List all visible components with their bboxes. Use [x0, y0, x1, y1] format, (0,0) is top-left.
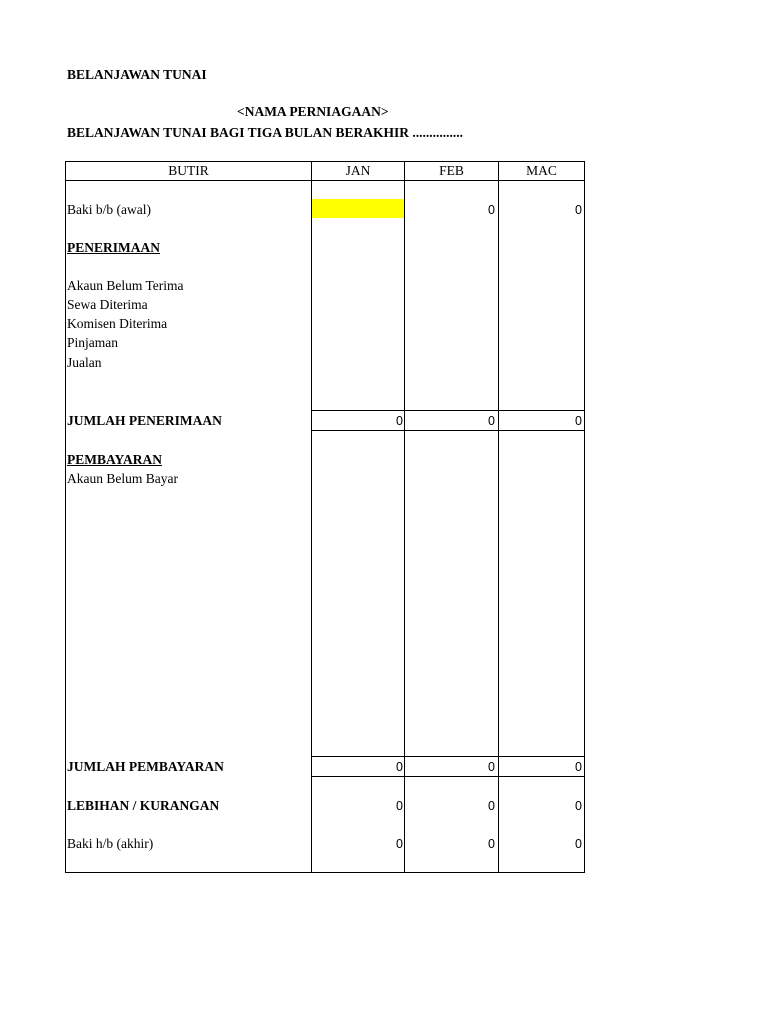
table-border-left: [65, 161, 66, 873]
payments-total-feb: 0: [488, 760, 495, 774]
table-header-divider: [65, 180, 585, 181]
payments-total-jan: 0: [396, 760, 403, 774]
receipts-total-jan: 0: [396, 414, 403, 428]
opening-balance-label: Baki b/b (awal): [67, 202, 151, 217]
column-header-mac: MAC: [526, 163, 557, 178]
receipt-item: Pinjaman: [67, 335, 118, 350]
payments-total-label: JUMLAH PEMBAYARAN: [67, 759, 224, 774]
column-header-feb: FEB: [439, 163, 464, 178]
receipt-item: Sewa Diterima: [67, 297, 148, 312]
payments-total-bottom-rule: [311, 776, 585, 777]
receipts-total-bottom-rule: [311, 430, 585, 431]
receipts-total-feb: 0: [488, 414, 495, 428]
receipts-total-mac: 0: [575, 414, 582, 428]
closing-balance-label: Baki h/b (akhir): [67, 836, 154, 851]
table-border-right: [584, 161, 585, 873]
document-heading: BELANJAWAN TUNAI: [67, 67, 207, 82]
opening-balance-mac: 0: [575, 203, 582, 217]
closing-balance-mac: 0: [575, 837, 582, 851]
payment-item: Akaun Belum Bayar: [67, 471, 178, 486]
surplus-deficit-feb: 0: [488, 799, 495, 813]
receipt-item: Akaun Belum Terima: [67, 278, 184, 293]
receipts-total-top-rule: [311, 410, 585, 411]
closing-balance-feb: 0: [488, 837, 495, 851]
closing-balance-jan: 0: [396, 837, 403, 851]
document-subtitle: BELANJAWAN TUNAI BAGI TIGA BULAN BERAKHIR ...............: [67, 125, 463, 140]
payments-total-top-rule: [311, 756, 585, 757]
opening-balance-feb: 0: [488, 203, 495, 217]
receipts-section-heading: PENERIMAAN: [67, 240, 160, 255]
payments-section-heading: PEMBAYARAN: [67, 452, 163, 467]
surplus-deficit-label: LEBIHAN / KURANGAN: [67, 798, 220, 813]
column-header-jan: JAN: [345, 163, 371, 178]
business-name: <NAMA PERNIAGAAN>: [237, 104, 389, 119]
receipt-item: Komisen Diterima: [67, 316, 168, 331]
opening-balance-jan-input-cell[interactable]: [312, 199, 404, 218]
surplus-deficit-jan: 0: [396, 799, 403, 813]
table-border-bottom: [65, 872, 585, 873]
column-header-item: BUTIR: [168, 163, 209, 178]
table-border-top: [65, 161, 585, 162]
receipt-item: Jualan: [67, 355, 102, 370]
payments-total-mac: 0: [575, 760, 582, 774]
surplus-deficit-mac: 0: [575, 799, 582, 813]
receipts-total-label: JUMLAH PENERIMAAN: [67, 413, 222, 428]
